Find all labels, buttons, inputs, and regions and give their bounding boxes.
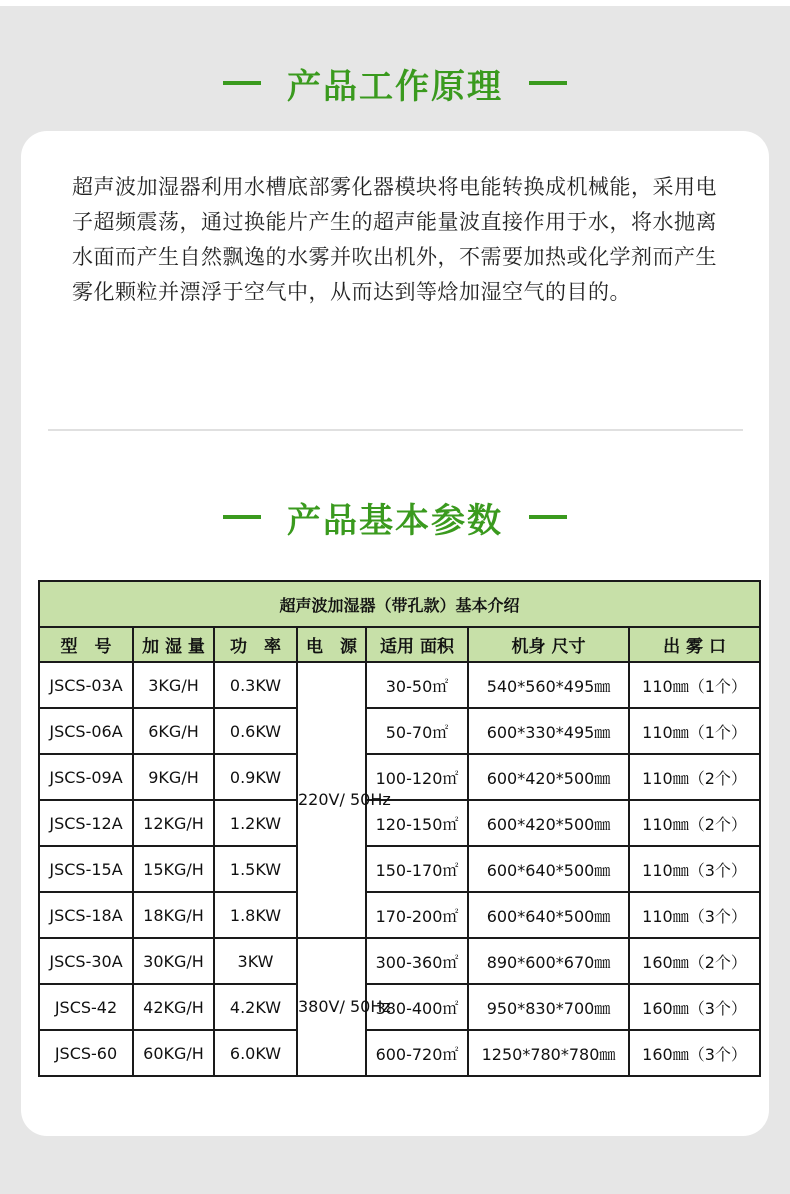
header-outlet: 出 雾 口	[629, 627, 760, 662]
cell-power: 0.3KW	[214, 662, 297, 708]
table-caption: 超声波加湿器（带孔款）基本介绍	[39, 581, 760, 627]
cell-model: JSCS-60	[39, 1030, 133, 1076]
cell-power: 0.9KW	[214, 754, 297, 800]
cell-model: JSCS-03A	[39, 662, 133, 708]
table-row	[39, 708, 760, 754]
section-title: 产品工作原理	[287, 66, 503, 107]
cell-model: JSCS-42	[39, 984, 133, 1030]
cell-outlet: 110㎜（3个）	[629, 892, 760, 938]
cell-model: JSCS-09A	[39, 754, 133, 800]
cell-model: JSCS-12A	[39, 800, 133, 846]
cell-size: 950*830*700㎜	[468, 984, 629, 1030]
cell-area: 30-50㎡	[366, 662, 468, 708]
table-row	[39, 984, 760, 1030]
cell-model: JSCS-15A	[39, 846, 133, 892]
cell-size: 600*640*500㎜	[468, 892, 629, 938]
header-supply: 电 源	[297, 627, 366, 662]
cell-size: 1250*780*780㎜	[468, 1030, 629, 1076]
table-row	[39, 892, 760, 938]
cell-area: 600-720㎡	[366, 1030, 468, 1076]
header-size: 机身 尺寸	[468, 627, 629, 662]
cell-capacity: 12KG/H	[133, 800, 214, 846]
cell-capacity: 18KG/H	[133, 892, 214, 938]
header-area: 适用 面积	[366, 627, 468, 662]
cell-power: 4.2KW	[214, 984, 297, 1030]
heading-dash-left	[223, 81, 261, 85]
cell-model: JSCS-18A	[39, 892, 133, 938]
cell-area: 150-170㎡	[366, 846, 468, 892]
header-model: 型 号	[39, 627, 133, 662]
cell-area: 380-400㎡	[366, 984, 468, 1030]
spec-table	[38, 580, 761, 1077]
heading-dash-right	[529, 515, 567, 519]
cell-size: 890*600*670㎜	[468, 938, 629, 984]
cell-power: 0.6KW	[214, 708, 297, 754]
cell-capacity: 6KG/H	[133, 708, 214, 754]
cell-capacity: 30KG/H	[133, 938, 214, 984]
heading-dash-right	[529, 81, 567, 85]
cell-outlet: 110㎜（1个）	[629, 708, 760, 754]
cell-outlet: 110㎜（2个）	[629, 754, 760, 800]
table-row	[39, 938, 760, 984]
table-row	[39, 754, 760, 800]
cell-capacity: 9KG/H	[133, 754, 214, 800]
top-strip	[0, 0, 790, 6]
cell-size: 540*560*495㎜	[468, 662, 629, 708]
cell-capacity: 15KG/H	[133, 846, 214, 892]
cell-area: 120-150㎡	[366, 800, 468, 846]
cell-model: JSCS-30A	[39, 938, 133, 984]
cell-size: 600*640*500㎜	[468, 846, 629, 892]
cell-area: 300-360㎡	[366, 938, 468, 984]
cell-outlet: 110㎜（3个）	[629, 846, 760, 892]
cell-area: 50-70㎡	[366, 708, 468, 754]
cell-outlet: 110㎜（2个）	[629, 800, 760, 846]
section-divider	[48, 429, 743, 431]
cell-model: JSCS-06A	[39, 708, 133, 754]
heading-dash-left	[223, 515, 261, 519]
table-row	[39, 1030, 760, 1076]
cell-area: 170-200㎡	[366, 892, 468, 938]
cell-outlet: 160㎜（3个）	[629, 984, 760, 1030]
header-capacity: 加 湿 量	[133, 627, 214, 662]
cell-power: 1.8KW	[214, 892, 297, 938]
cell-capacity: 60KG/H	[133, 1030, 214, 1076]
cell-size: 600*420*500㎜	[468, 754, 629, 800]
cell-power: 1.2KW	[214, 800, 297, 846]
cell-size: 600*330*495㎜	[468, 708, 629, 754]
cell-capacity: 42KG/H	[133, 984, 214, 1030]
table-row	[39, 662, 760, 708]
section-title: 产品基本参数	[287, 500, 503, 541]
section-heading-parameters	[0, 492, 790, 542]
cell-power: 1.5KW	[214, 846, 297, 892]
cell-capacity: 3KG/H	[133, 662, 214, 708]
cell-outlet: 160㎜（3个）	[629, 1030, 760, 1076]
principle-description: 超声波加湿器利用水槽底部雾化器模块将电能转换成机械能，采用电子超频震荡，通过换能片产生的超声能量波直接作用于水，将水抛离水面而产生自然飘逸的水雾并吹出机外，不需要加热或化学剂而产生雾化颗粒并漂浮于空气中，从而达到等焓加湿空气的目的。	[72, 175, 717, 304]
header-power: 功 率	[214, 627, 297, 662]
cell-outlet: 160㎜（2个）	[629, 938, 760, 984]
cell-power: 3KW	[214, 938, 297, 984]
cell-supply: 220V/ 50Hz	[297, 662, 366, 938]
section-heading-principle	[0, 58, 790, 108]
cell-supply: 380V/ 50Hz	[297, 938, 366, 1076]
cell-power: 6.0KW	[214, 1030, 297, 1076]
cell-outlet: 110㎜（1个）	[629, 662, 760, 708]
cell-area: 100-120㎡	[366, 754, 468, 800]
cell-size: 600*420*500㎜	[468, 800, 629, 846]
table-row	[39, 800, 760, 846]
table-row	[39, 846, 760, 892]
